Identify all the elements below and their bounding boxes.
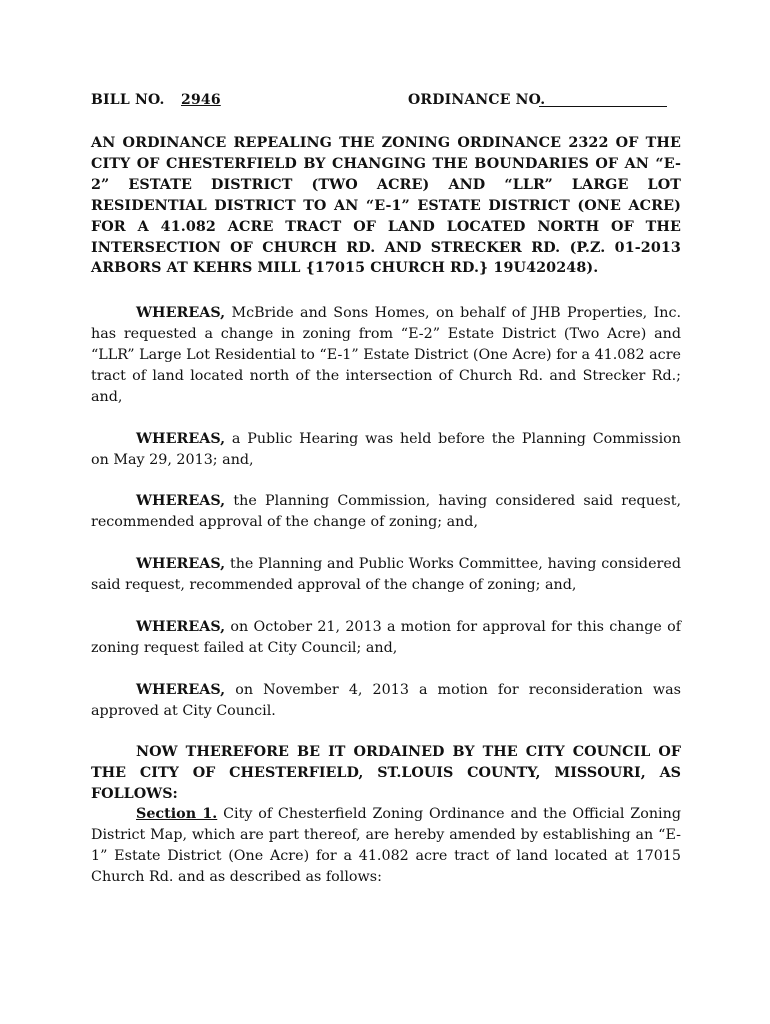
- ordaining-clause-text: NOW THEREFORE BE IT ORDAINED BY THE CITY COUNCIL OF THE CITY OF CHESTERFIELD, ST.LOUIS COUNTY, MISSOURI, AS FOLLOWS:: [91, 744, 681, 802]
- whereas-paragraph-1: [91, 303, 681, 408]
- whereas-lead: WHEREAS,: [136, 682, 226, 698]
- whereas-text: McBride and Sons Homes, on behalf of JHB Properties, Inc. has requested a change in zoning from “E-2” Estate District (Two Acre) and “LLR” Large Lot Residential to “E-1” Estate District (One Acre) for a 41.082 acre tract of land located north of the intersection of Church Rd. and Strecker Rd.; and,: [91, 305, 681, 405]
- whereas-lead: WHEREAS,: [136, 619, 226, 635]
- whereas-text: a Public Hearing was held before the Planning Commission on May 29, 2013; and,: [91, 431, 682, 468]
- whereas-text: on November 4, 2013 a motion for reconsideration was approved at City Council.: [91, 682, 682, 719]
- whereas-paragraph-3: [91, 491, 681, 533]
- bill-label: BILL NO.: [91, 92, 165, 108]
- section-1-label: Section 1.: [136, 806, 218, 822]
- ordinance-label: ORDINANCE NO.: [408, 92, 546, 108]
- section-1-text: City of Chesterfield Zoning Ordinance and the Official Zoning District Map, which are part thereof, are hereby amended by establishing an “E-1” Estate District (One Acre) for a 41.082 acre tract of land located at 17015 Church Rd. and as described as follows:: [91, 806, 681, 885]
- whereas-text: the Planning Commission, having considered said request, recommended approval of the change of zoning; and,: [91, 493, 681, 530]
- whereas-paragraph-6: [91, 680, 681, 722]
- whereas-paragraph-5: [91, 617, 681, 659]
- whereas-lead: WHEREAS,: [136, 556, 226, 572]
- whereas-text: the Planning and Public Works Committee, having considered said request, recommended approval of the change of zoning; and,: [91, 556, 681, 593]
- bill-number: 2946: [181, 92, 221, 108]
- section-1-paragraph: [91, 804, 681, 888]
- ordinance-title: AN ORDINANCE REPEALING THE ZONING ORDINANCE 2322 OF THE CITY OF CHESTERFIELD BY CHANGING THE BOUNDARIES OF AN “E-2” ESTATE DISTRICT (TWO ACRE) AND “LLR” LARGE LOT RESIDENTIAL DISTRICT TO AN “E-1” ESTATE DISTRICT (ONE ACRE) FOR A 41.082 ACRE TRACT OF LAND LOCATED NORTH OF THE INTERSECTION OF CHURCH RD. AND STRECKER RD. (P.Z. 01-2013 ARBORS AT KEHRS MILL {17015 CHURCH RD.} 19U420248).: [91, 135, 681, 277]
- whereas-lead: WHEREAS,: [136, 431, 226, 447]
- ordinance-number-blank: [539, 106, 667, 107]
- whereas-lead: WHEREAS,: [136, 305, 226, 321]
- ordaining-clause: [91, 742, 681, 805]
- whereas-paragraph-2: [91, 429, 681, 471]
- bill-header: [91, 92, 681, 114]
- whereas-lead: WHEREAS,: [136, 493, 226, 509]
- whereas-text: on October 21, 2013 a motion for approval for this change of zoning request failed at City Council; and,: [91, 619, 681, 656]
- whereas-paragraph-4: [91, 554, 681, 596]
